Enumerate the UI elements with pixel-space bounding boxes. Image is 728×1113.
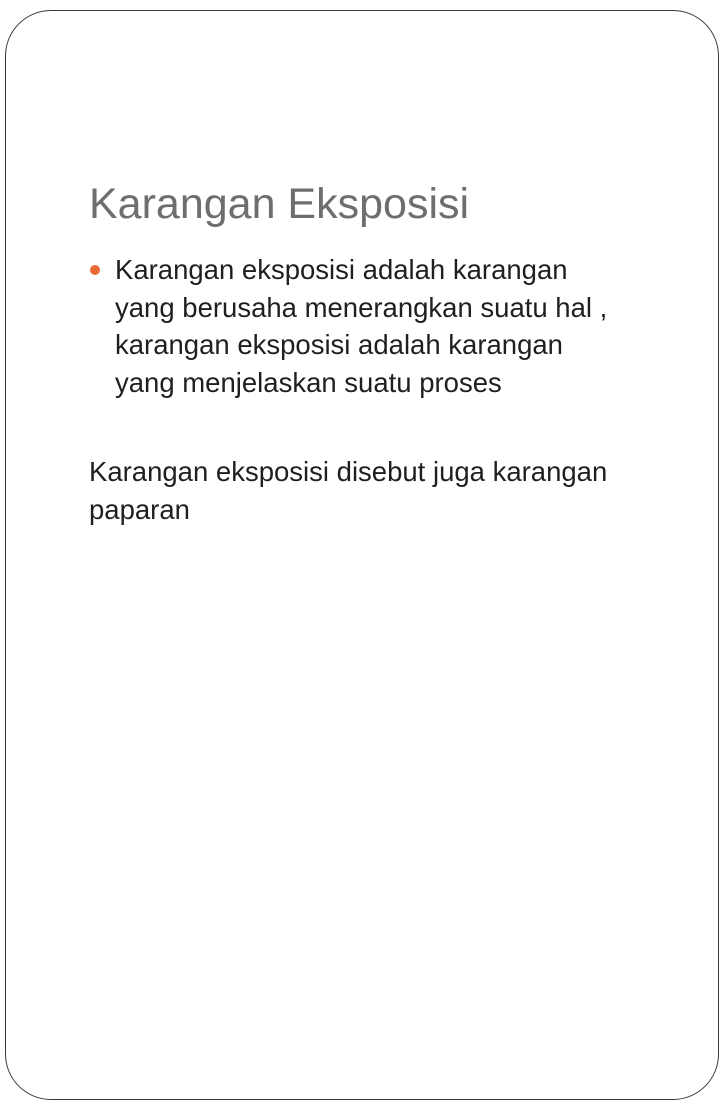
paragraph-line: Karangan eksposisi disebut juga karangan [89,456,608,487]
bullet-item [90,251,690,401]
bullet-dot-icon [90,265,100,275]
slide-title: Karangan Eksposisi [89,180,470,228]
paragraph-line: paparan [89,493,190,525]
bullet-line: yang menjelaskan suatu proses [115,366,502,398]
bullet-line: karangan eksposisi adalah karangan [115,329,563,360]
slide-frame [5,10,719,1100]
bullet-text [115,251,690,401]
bullet-line: yang berusaha menerangkan suatu hal , [115,291,608,323]
bullet-line: Karangan eksposisi adalah karangan [115,254,568,285]
body-paragraph [89,453,724,528]
